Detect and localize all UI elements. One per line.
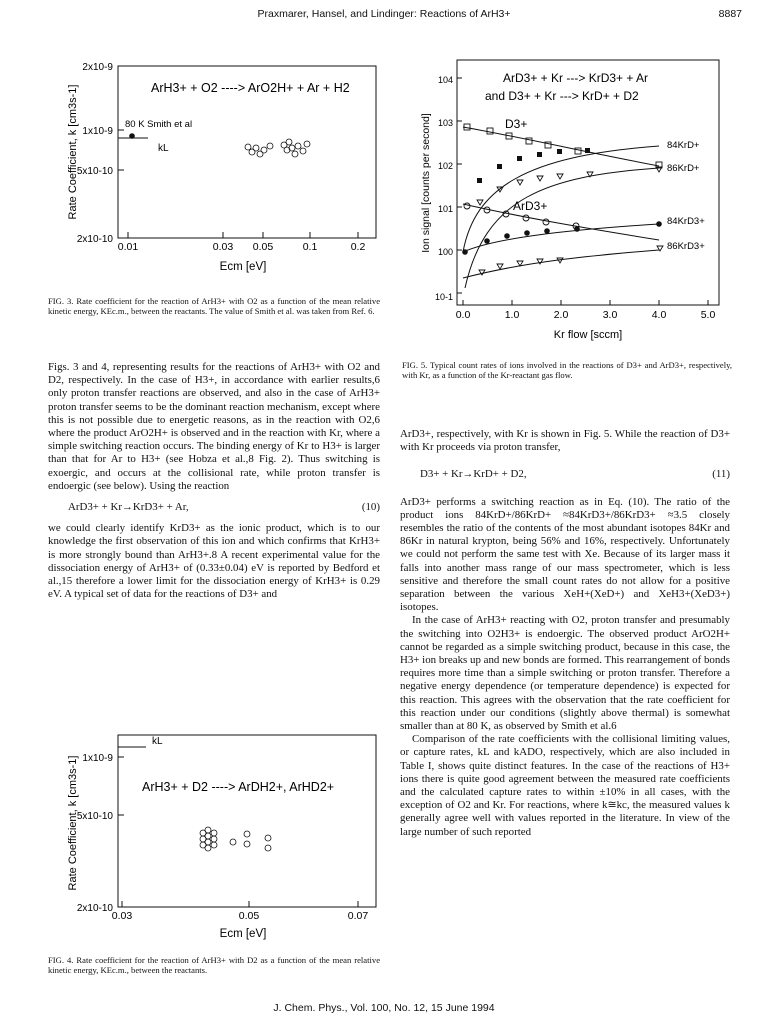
fig5-86krd-points bbox=[477, 167, 662, 205]
fig3-kl-label: kL bbox=[158, 143, 169, 154]
fig3-data-points bbox=[245, 139, 310, 157]
fig3-y-axis-label: Rate Coefficient, k [cm3s-1] bbox=[67, 84, 79, 220]
fig5-series-label: 86KrD3+ bbox=[667, 241, 705, 252]
fig5-caption-label: FIG. 5. bbox=[402, 360, 428, 370]
equation-11-body: D3+ + Kr→KrD+ + D2, bbox=[420, 468, 527, 481]
fig3-xtick: 0.1 bbox=[302, 241, 318, 253]
fig3-xtick: 0.03 bbox=[212, 241, 234, 253]
figure-4 bbox=[58, 725, 388, 955]
fig5-d3-label: D3+ bbox=[505, 117, 528, 131]
fig3-x-axis-label: Ecm [eV] bbox=[219, 261, 267, 273]
equation-10-body: ArD3+ + Kr→KrD3+ + Ar, bbox=[68, 501, 189, 514]
fig3-caption-label: FIG. 3. bbox=[48, 296, 74, 306]
fig5-series-label: 84KrD+ bbox=[667, 140, 700, 151]
fig5-ytick: 102 bbox=[437, 161, 453, 171]
fig5-reaction-line1: ArD3+ + Kr ---> KrD3+ + Ar bbox=[503, 71, 649, 85]
fig4-data-points bbox=[200, 827, 271, 851]
equation-11-number: (11) bbox=[712, 468, 730, 481]
fig4-x-axis-label: Ecm [eV] bbox=[219, 928, 267, 940]
fig5-xtick: 3.0 bbox=[602, 309, 618, 321]
fig4-kl-label: kL bbox=[152, 736, 163, 747]
right-paragraph-2: ArD3+ performs a switching reaction as in Eq. (10). The ratio of the product ions 84KrD+/86KrD+ ≈84KrD3+/86KrD3+ ≈3.5 closely resembles the ratio of the contents of the most abundant isotopes 84Kr and 86Kr in natural krypton, being 56% and 16%, respectively. Unfortunately we could not perform the same test with Xe. Because of its larger mass it falls into another mass range of our mass spectrometer, which is less sensitive and therefore the small count rates do not allow for a positive separation between the various XeH+(XeD+) and XeH3+(XeD3+) isotopes. bbox=[400, 495, 730, 614]
right-column bbox=[400, 428, 730, 839]
fig5-xtick: 5.0 bbox=[700, 309, 716, 321]
right-paragraph-1: ArD3+, respectively, with Kr is shown in Fig. 5. While the reaction of D3+ with Kr proceeds via proton transfer, bbox=[400, 428, 730, 454]
fig4-ytick: 5x10-10 bbox=[76, 811, 113, 822]
fig3-ytick: 2x10-9 bbox=[82, 62, 113, 73]
fig5-ytick: 10-1 bbox=[434, 292, 453, 302]
fig5-y-axis-label: Ion signal [counts per second] bbox=[420, 113, 432, 253]
fig4-caption-label: FIG. 4. bbox=[48, 955, 74, 965]
fig3-xtick: 0.05 bbox=[252, 241, 274, 253]
equation-11 bbox=[400, 468, 730, 481]
fig4-ytick: 1x10-9 bbox=[82, 753, 113, 764]
running-title: Praxmarer, Hansel, and Lindinger: Reactions of ArH3+ bbox=[257, 8, 511, 20]
figure-5 bbox=[405, 48, 735, 348]
fig4-xtick: 0.03 bbox=[111, 910, 133, 922]
fig3-ytick: 2x10-10 bbox=[76, 234, 113, 245]
fig5-series-label: 86KrD+ bbox=[667, 163, 700, 174]
left-column bbox=[48, 361, 380, 601]
fig4-xtick: 0.05 bbox=[238, 910, 260, 922]
fig4-xtick: 0.07 bbox=[347, 910, 369, 922]
fig5-d3-points bbox=[464, 124, 662, 168]
left-paragraph-1: Figs. 3 and 4, representing results for the reactions of ArH3+ with O2 and D2, respectively. In the case of H3+, in accordance with earlier results,6 only proton transfer reactions are observed, and also in the case of ArH3+ proton transfer seems to be the dominant reaction mechanism, except where this is not possible due to energetic reasons, as in the reaction with O2,6 where the product ArO2H+ is observed and in the reaction with Kr, where a simple switching reaction occurs. The binding energy of Kr to H3+ is larger than that for Ar to H3+ (see Hobza et al.,8 Fig. 2). Thus switching is exoergic, and occurs at the collisional rate, while proton transfer is endoergic (see below). Using the reaction bbox=[48, 361, 380, 492]
fig5-ard3-label: ArD3+ bbox=[513, 199, 548, 213]
fig4-y-axis-label: Rate Coefficient, k [cm3s-1] bbox=[67, 755, 79, 891]
right-paragraph-3: In the case of ArH3+ reacting with O2, proton transfer and presumably the switching into O2H3+ is endoergic. The observed product ArO2H+ cannot be regarded as a simple switching product, because in this case, the H3+ ion breaks up and new bonds are formed. This rearrangement of bonds requires more time than a simple switching or proton transfer. Therefore a negative energy dependence (or temperature dependence) is expected for this reaction. This agrees with the observation that the rate coefficient for this reaction under our conditions (slightly above thermal) is somewhat smaller than at 80 K, as observed by Smith et al.6 bbox=[400, 614, 730, 733]
fig3-smith-label: 80 K Smith et al bbox=[125, 119, 193, 130]
fig5-86krd3-points bbox=[479, 246, 663, 275]
fig5-caption-text: Typical count rates of ions involved in the reactions of D3+ and ArD3+, respectively, with Kr, as a function of the Kr-reactant gas flow. bbox=[402, 360, 733, 381]
fig5-xtick: 0.0 bbox=[455, 309, 471, 321]
fig3-xtick: 0.2 bbox=[350, 241, 366, 253]
fig5-ytick: 100 bbox=[437, 247, 453, 257]
fig5-ytick: 101 bbox=[437, 204, 453, 214]
figure-5-caption bbox=[402, 360, 732, 381]
fig3-ytick: 1x10-9 bbox=[82, 126, 113, 137]
journal-footer: J. Chem. Phys., Vol. 100, No. 12, 15 June 1994 bbox=[273, 1002, 495, 1014]
fig5-series-label: 84KrD3+ bbox=[667, 216, 705, 227]
equation-10-number: (10) bbox=[361, 501, 380, 514]
page-number: 8887 bbox=[718, 8, 742, 20]
fig5-ytick: 104 bbox=[437, 75, 453, 85]
fig3-caption-text: Rate coefficient for the reaction of ArH3+ with O2 as a function of the mean relative kinetic energy, KEc.m., between the reactants. The value of Smith et al. was taken from Ref. 6. bbox=[48, 296, 381, 317]
running-header bbox=[0, 8, 768, 24]
fig5-x-axis-label: Kr flow [sccm] bbox=[553, 329, 623, 341]
fig5-reaction-line2: and D3+ + Kr ---> KrD+ + D2 bbox=[485, 89, 639, 103]
fig5-84krd-points bbox=[477, 148, 590, 183]
equation-10 bbox=[48, 501, 380, 514]
figure-3-caption bbox=[48, 296, 380, 317]
fig3-xtick: 0.01 bbox=[117, 241, 139, 253]
fig3-reaction-label: ArH3+ + O2 ----> ArO2H+ + Ar + H2 bbox=[151, 81, 350, 95]
fig4-reaction-label: ArH3+ + D2 ----> ArDH2+, ArHD2+ bbox=[142, 780, 335, 794]
fig5-ytick: 103 bbox=[437, 118, 453, 128]
fig5-xtick: 4.0 bbox=[651, 309, 667, 321]
fig4-ytick: 2x10-10 bbox=[76, 903, 113, 914]
fig5-xtick: 1.0 bbox=[504, 309, 520, 321]
fig5-xtick: 2.0 bbox=[553, 309, 569, 321]
fig3-ytick: 5x10-10 bbox=[76, 166, 113, 177]
fig4-caption-text: Rate coefficient for the reaction of ArH3+ with D2 as a function of the mean relative kinetic energy, KEc.m., between the reactants. bbox=[48, 955, 381, 976]
left-paragraph-2: we could clearly identify KrD3+ as the ionic product, which is to our knowledge the first observation of this ion and which confirms that KrH3+ is more strongly bound than ArH3+.8 A recent experimental value for the dissociation energy of ArH3+ of (0.33±0.04) eV is reported by Bedford et al.,15 therefore a lower limit for the dissociation energy of KrH3+ is 0.29 eV. A typical set of data for the reactions of D3+ and bbox=[48, 522, 380, 601]
right-paragraph-4: Comparison of the rate coefficients with the collisional limiting values, or capture rates, kL and kADO, respectively, which are also included in Table I, shows quite distinct features. In the case of the reactions of H3+ ions there is quite good agreement between the measured rate coefficients and the calculated capture rates to within ±10% in all cases, with the exception of O2 and Kr. For reactions, where k≅kc, the measured values k generally agree well with values reported in the literature. In view of the large number of such reported bbox=[400, 733, 730, 838]
figure-4-caption bbox=[48, 955, 380, 976]
figure-3 bbox=[58, 50, 388, 285]
